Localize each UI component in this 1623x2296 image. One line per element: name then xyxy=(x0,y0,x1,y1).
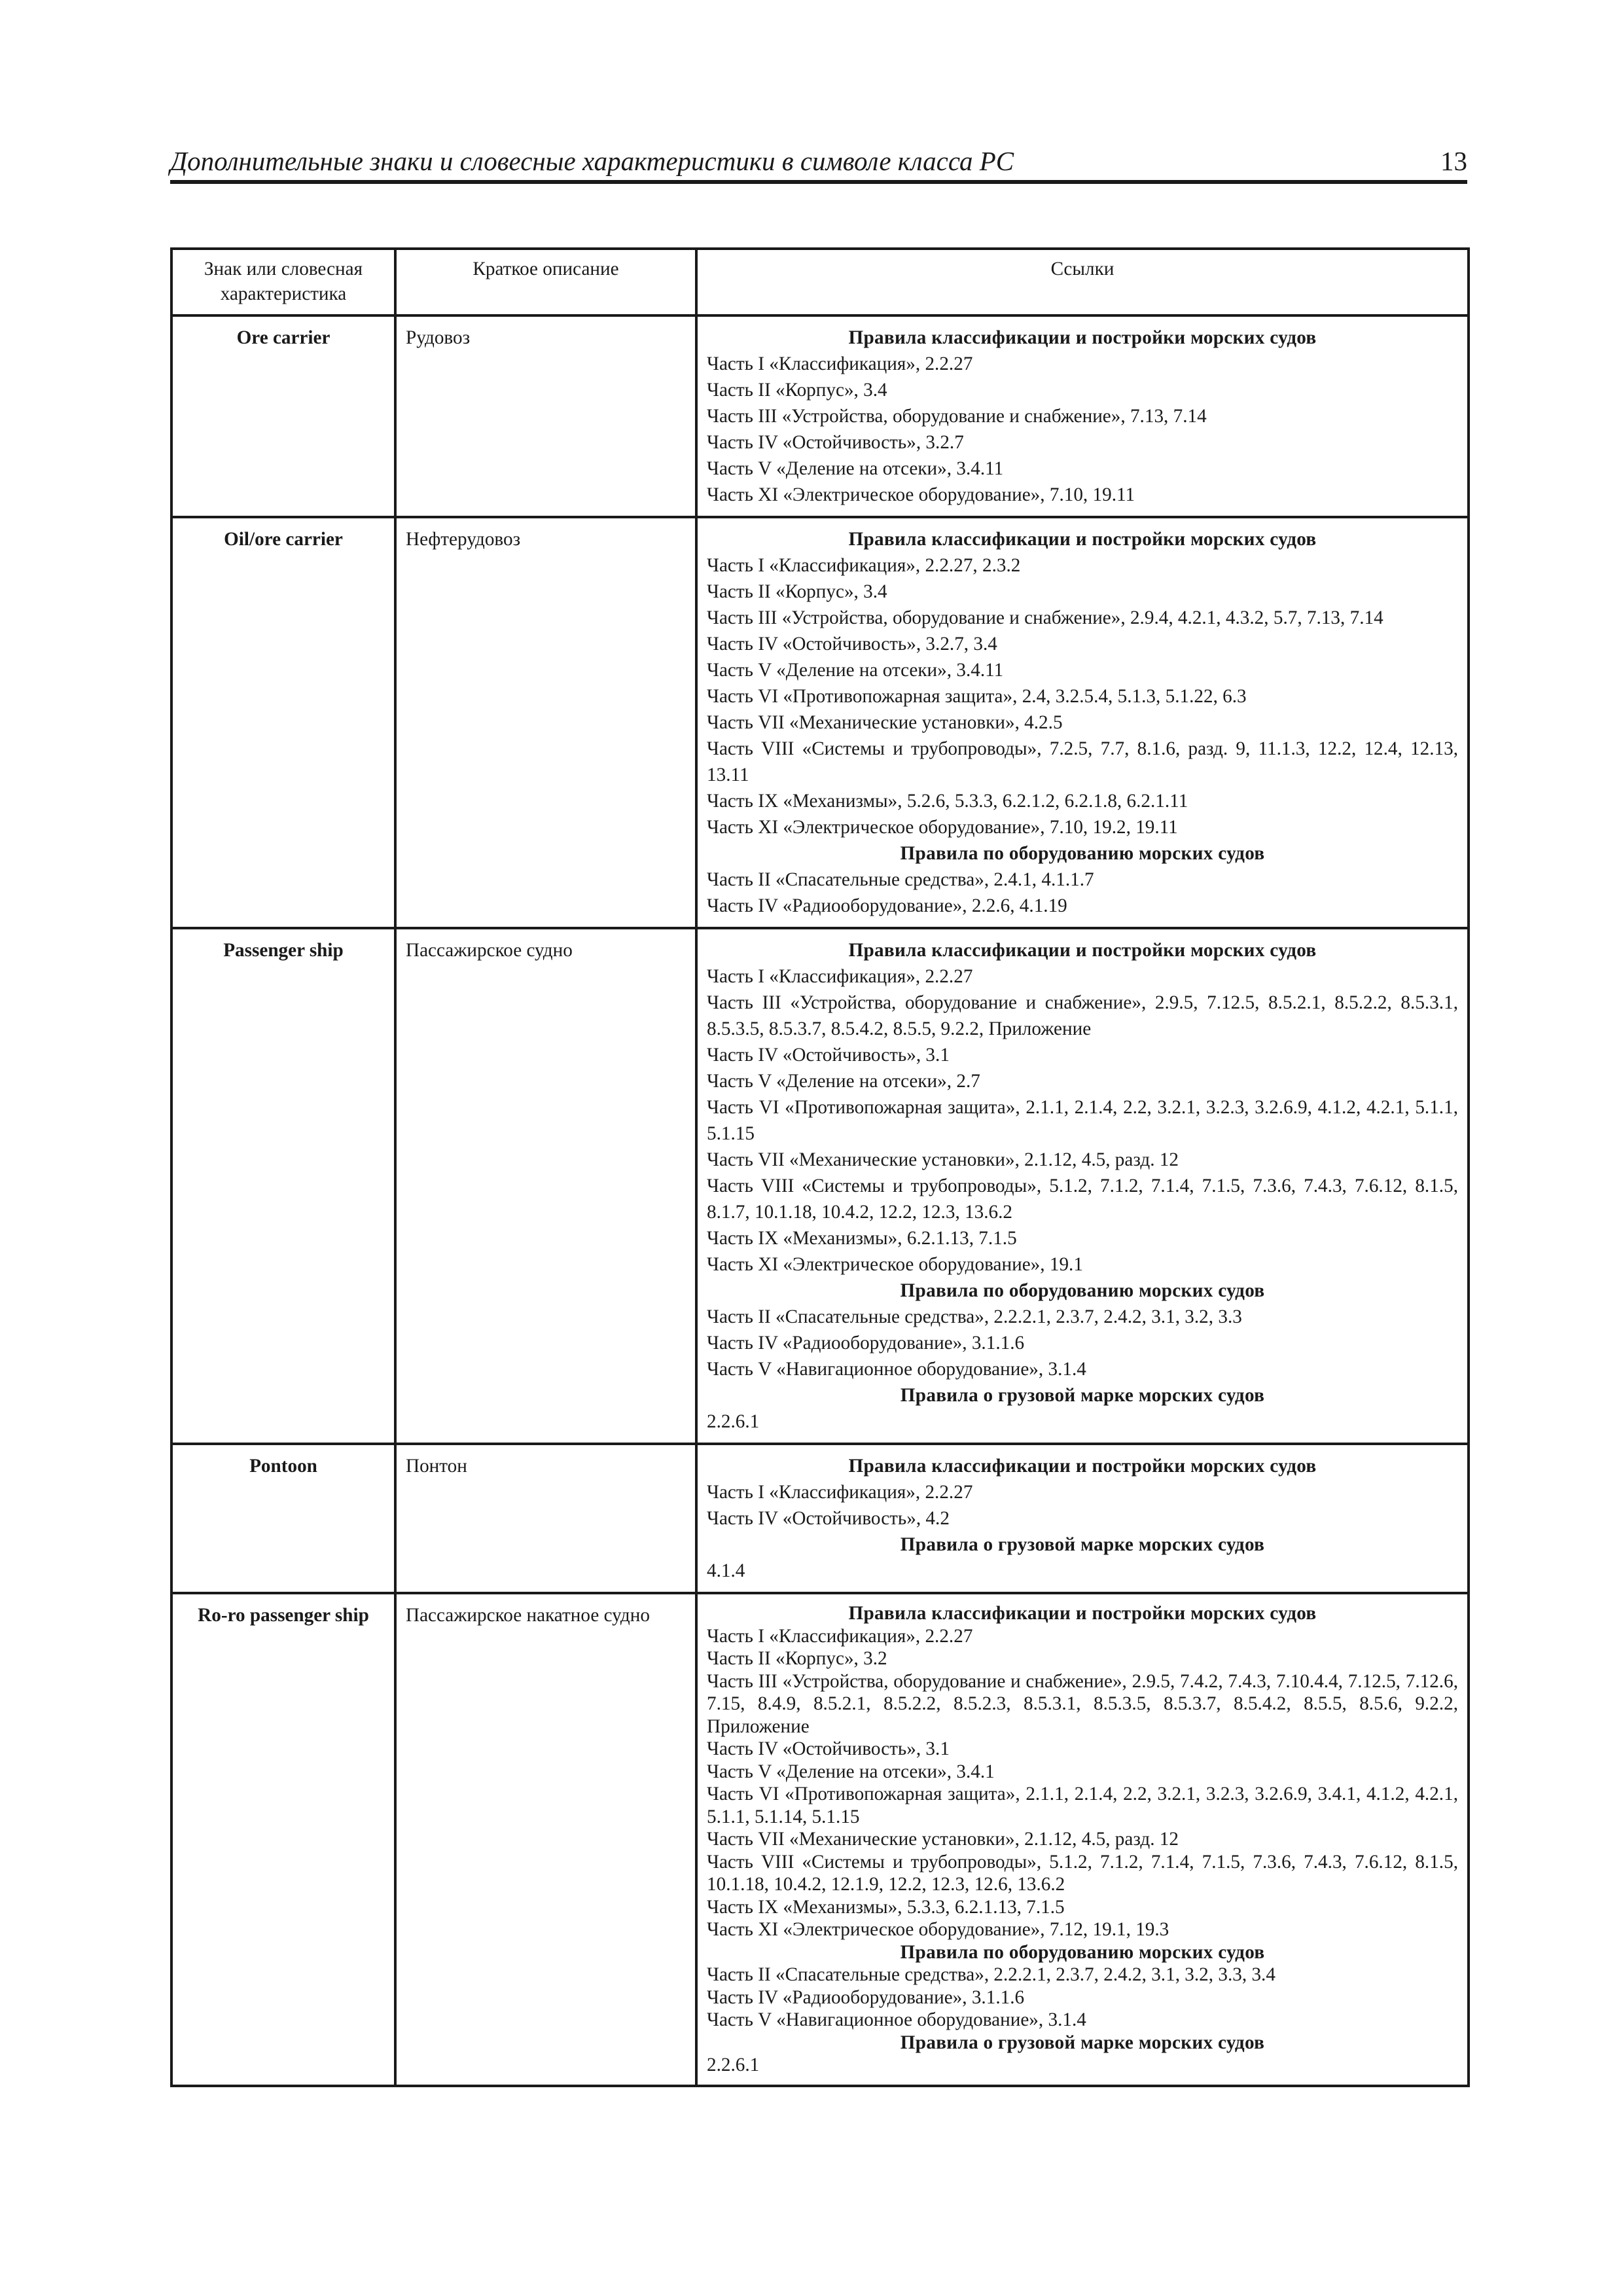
rules-heading: Правила по оборудованию морских судов xyxy=(900,1280,1265,1301)
reference-line: Часть V «Деление на отсеки», 3.4.11 xyxy=(707,458,1004,479)
reference-line: Часть V «Деление на отсеки», 2.7 xyxy=(707,1071,980,1092)
class-notations-table xyxy=(170,247,1470,2087)
rules-heading: Правила о грузовой марке морских судов xyxy=(900,2032,1265,2053)
cell-references xyxy=(696,1444,1469,1593)
reference-line: Часть III «Устройства, оборудование и снабжение», 2.9.5, 7.4.2, 7.4.3, 7.10.4.4, 7.12.5, 7.12.6, 7.15, 8.4.9, 8.5.2.1, 8.5.2.2, 8.5.2.3, 8.5.3.1, 8.5.3.5, 8.5.3.7, 8.5.4.2, 8.5.5, 8.5.6, 9.2.2, Приложение xyxy=(707,1670,1458,1737)
table-row xyxy=(171,1593,1469,2086)
rules-heading: Правила о грузовой марке морских судов xyxy=(900,1534,1265,1555)
reference-line: Часть IX «Механизмы», 5.2.6, 5.3.3, 6.2.1.2, 6.2.1.8, 6.2.1.11 xyxy=(707,791,1188,812)
reference-line: Часть II «Корпус», 3.4 xyxy=(707,380,887,401)
reference-line: Часть XI «Электрическое оборудование», 7.10, 19.11 xyxy=(707,484,1135,505)
rules-heading: Правила классификации и постройки морских судов xyxy=(848,1456,1317,1477)
reference-line: Часть IV «Радиооборудование», 3.1.1.6 xyxy=(707,1986,1025,2008)
reference-line: Часть VIII «Системы и трубопроводы», 7.2.5, 7.7, 8.1.6, разд. 9, 11.1.3, 12.2, 12.4, 12.13, 13.11 xyxy=(707,738,1458,785)
page-header-title: Дополнительные знаки и словесные характеристики в символе класса РС xyxy=(170,146,1014,176)
cell-references xyxy=(696,928,1469,1444)
column-header-description: Краткое описание xyxy=(395,249,696,315)
reference-line: Часть III «Устройства, оборудование и снабжение», 7.13, 7.14 xyxy=(707,406,1207,427)
reference-line: Часть IV «Остойчивость», 3.1 xyxy=(707,1738,950,1759)
cell-references xyxy=(696,517,1469,928)
reference-line: Часть V «Деление на отсеки», 3.4.1 xyxy=(707,1761,995,1782)
column-header-references: Ссылки xyxy=(696,249,1469,315)
reference-line: Часть I «Классификация», 2.2.27, 2.3.2 xyxy=(707,555,1021,576)
table-row xyxy=(171,315,1469,517)
reference-line: Часть II «Корпус», 3.4 xyxy=(707,581,887,602)
table-header-row xyxy=(171,249,1469,315)
reference-line: Часть I «Классификация», 2.2.27 xyxy=(707,353,973,374)
reference-line: Часть IV «Остойчивость», 3.1 xyxy=(707,1045,950,1066)
table-row xyxy=(171,928,1469,1444)
cell-sign: Oil/ore carrier xyxy=(171,517,395,928)
reference-line: Часть IV «Остойчивость», 3.2.7 xyxy=(707,432,964,453)
reference-line: Часть VIII «Системы и трубопроводы», 5.1.2, 7.1.2, 7.1.4, 7.1.5, 7.3.6, 7.4.3, 7.6.12, 8.1.5, 8.1.7, 10.1.18, 10.4.2, 12.2, 12.3, 13.6.2 xyxy=(707,1175,1458,1223)
column-header-sign: Знак или словесная характеристика xyxy=(171,249,395,315)
reference-line: Часть I «Классификация», 2.2.27 xyxy=(707,1482,973,1503)
rules-heading: Правила по оборудованию морских судов xyxy=(900,843,1265,864)
reference-line: Часть II «Спасательные средства», 2.2.2.1, 2.3.7, 2.4.2, 3.1, 3.2, 3.3, 3.4 xyxy=(707,1964,1275,1985)
reference-line: Часть I «Классификация», 2.2.27 xyxy=(707,966,973,987)
reference-line: Часть VII «Механические установки», 2.1.12, 4.5, разд. 12 xyxy=(707,1149,1179,1170)
reference-line: Часть IX «Механизмы», 6.2.1.13, 7.1.5 xyxy=(707,1228,1017,1249)
cell-description: Пассажирское судно xyxy=(395,928,696,1444)
reference-line: Часть IV «Остойчивость», 4.2 xyxy=(707,1508,950,1529)
cell-sign: Passenger ship xyxy=(171,928,395,1444)
reference-line: Часть II «Спасательные средства», 2.2.2.1, 2.3.7, 2.4.2, 3.1, 3.2, 3.3 xyxy=(707,1306,1242,1327)
reference-line: Часть V «Навигационное оборудование», 3.1.4 xyxy=(707,1359,1086,1380)
cell-sign: Ore carrier xyxy=(171,315,395,517)
reference-line: Часть V «Деление на отсеки», 3.4.11 xyxy=(707,660,1004,681)
reference-line: 4.1.4 xyxy=(707,1560,745,1581)
reference-line: Часть XI «Электрическое оборудование», 7.12, 19.1, 19.3 xyxy=(707,1919,1169,1940)
reference-line: Часть II «Спасательные средства», 2.4.1, 4.1.1.7 xyxy=(707,869,1094,890)
reference-line: Часть VII «Механические установки», 2.1.12, 4.5, разд. 12 xyxy=(707,1829,1179,1850)
cell-description: Пассажирское накатное судно xyxy=(395,1593,696,2086)
rules-heading: Правила классификации и постройки морских судов xyxy=(848,1603,1317,1624)
reference-line: Часть XI «Электрическое оборудование», 19.1 xyxy=(707,1254,1083,1275)
table-row xyxy=(171,517,1469,928)
rules-heading: Правила классификации и постройки морских судов xyxy=(848,940,1317,961)
reference-line: Часть VI «Противопожарная защита», 2.4, 3.2.5.4, 5.1.3, 5.1.22, 6.3 xyxy=(707,686,1247,707)
reference-line: Часть IV «Радиооборудование», 2.2.6, 4.1.19 xyxy=(707,895,1067,916)
cell-sign: Pontoon xyxy=(171,1444,395,1593)
rules-heading: Правила классификации и постройки морских судов xyxy=(848,529,1317,550)
rules-heading: Правила по оборудованию морских судов xyxy=(900,1941,1265,1963)
page-number: 13 xyxy=(1440,146,1467,176)
reference-line: Часть VII «Механические установки», 4.2.5 xyxy=(707,712,1063,733)
reference-line: Часть VI «Противопожарная защита», 2.1.1, 2.1.4, 2.2, 3.2.1, 3.2.3, 3.2.6.9, 3.4.1, 4.1.2, 4.2.1, 5.1.1, 5.1.14, 5.1.15 xyxy=(707,1784,1458,1827)
cell-description: Нефтерудовоз xyxy=(395,517,696,928)
reference-line: Часть XI «Электрическое оборудование», 7.10, 19.2, 19.11 xyxy=(707,817,1178,838)
cell-description: Рудовоз xyxy=(395,315,696,517)
reference-line: 2.2.6.1 xyxy=(707,2054,760,2075)
table-row xyxy=(171,1444,1469,1593)
reference-line: Часть II «Корпус», 3.2 xyxy=(707,1648,887,1669)
reference-line: Часть VIII «Системы и трубопроводы», 5.1.2, 7.1.2, 7.1.4, 7.1.5, 7.3.6, 7.4.3, 7.6.12, 8.1.5, 10.1.18, 10.4.2, 12.1.9, 12.2, 12.3, 12.6, 13.6.2 xyxy=(707,1851,1458,1895)
reference-line: Часть III «Устройства, оборудование и снабжение», 2.9.5, 7.12.5, 8.5.2.1, 8.5.2.2, 8.5.3.1, 8.5.3.5, 8.5.3.7, 8.5.4.2, 8.5.5, 9.2.2, Приложение xyxy=(707,992,1458,1039)
cell-description: Понтон xyxy=(395,1444,696,1593)
reference-line: Часть IV «Остойчивость», 3.2.7, 3.4 xyxy=(707,634,997,655)
reference-line: Часть III «Устройства, оборудование и снабжение», 2.9.4, 4.2.1, 4.3.2, 5.7, 7.13, 7.14 xyxy=(707,607,1383,628)
running-head xyxy=(170,141,1467,184)
reference-line: Часть I «Классификация», 2.2.27 xyxy=(707,1625,973,1647)
reference-line: Часть IX «Механизмы», 5.3.3, 6.2.1.13, 7.1.5 xyxy=(707,1896,1065,1918)
rules-heading: Правила классификации и постройки морских судов xyxy=(848,327,1317,348)
reference-line: 2.2.6.1 xyxy=(707,1411,760,1432)
reference-line: Часть IV «Радиооборудование», 3.1.1.6 xyxy=(707,1333,1025,1354)
cell-references xyxy=(696,315,1469,517)
rules-heading: Правила о грузовой марке морских судов xyxy=(900,1385,1265,1406)
reference-line: Часть VI «Противопожарная защита», 2.1.1, 2.1.4, 2.2, 3.2.1, 3.2.3, 3.2.6.9, 4.1.2, 4.2.1, 5.1.1, 5.1.15 xyxy=(707,1097,1458,1144)
cell-sign: Ro-ro passenger ship xyxy=(171,1593,395,2086)
cell-references xyxy=(696,1593,1469,2086)
table-body xyxy=(171,315,1469,2086)
reference-line: Часть V «Навигационное оборудование», 3.1.4 xyxy=(707,2009,1086,2030)
